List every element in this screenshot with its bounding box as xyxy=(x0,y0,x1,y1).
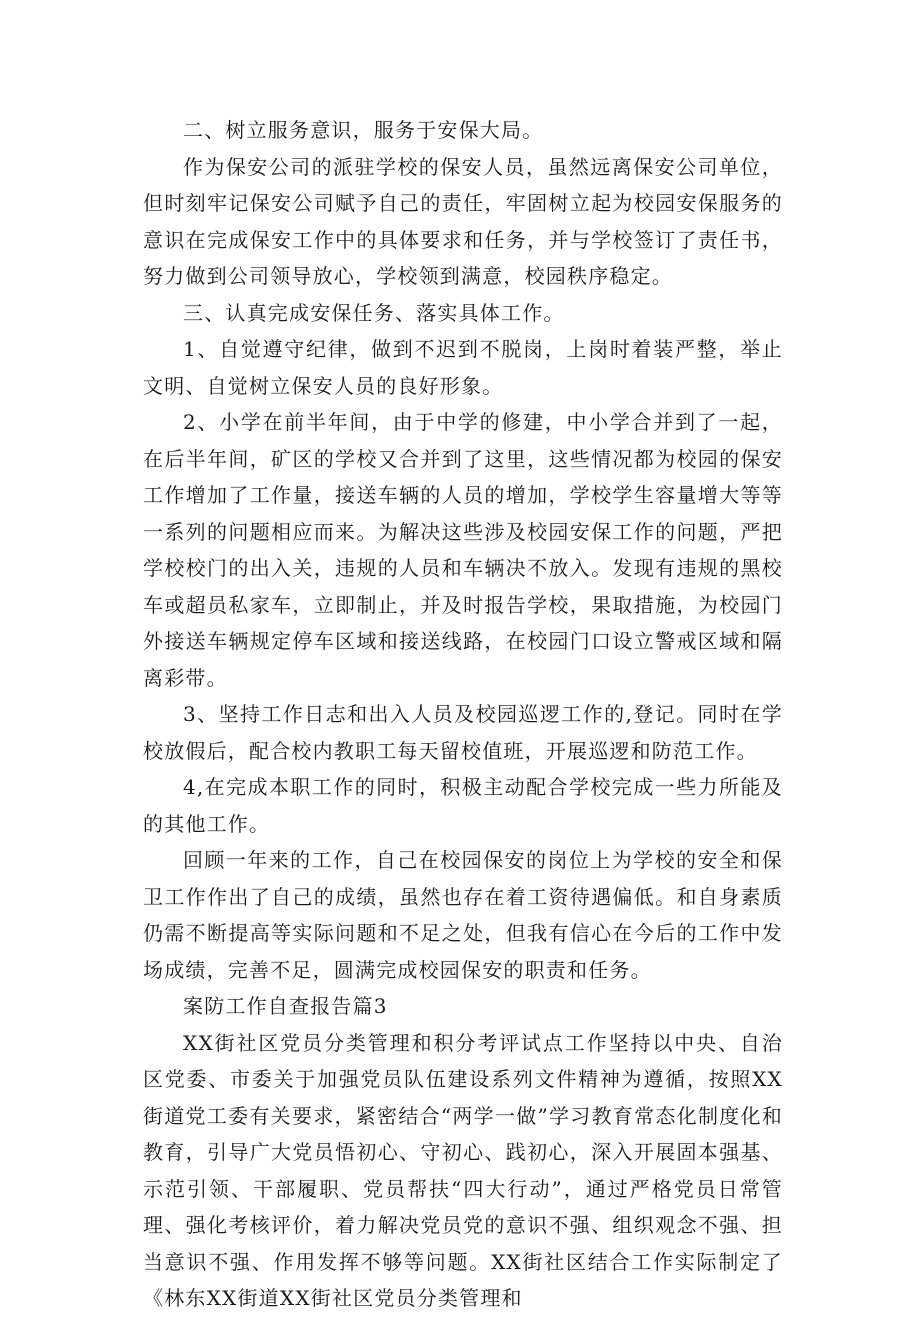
list-item-2: 2、小学在前半年间，由于中学的修建，中小学合并到了一起，在后半年间，矿区的学校又合并到了这里，这些情况都为校园的保安工作增加了工作量，接送车辆的人员的增加，学校学生容量增大等等一系列的问题相应而来。为解决这些涉及校园安保工作的问题，严把学校校门的出入关，违规的人员和车辆决不放入。发现有违规的黑校车或超员私家车，立即制止，并及时报告学校，果取措施，为校园门外接送车辆规定停车区域和接送线路，在校园门口设立警戒区域和隔离彩带。 xyxy=(143,410,783,690)
paragraph-review: 回顾一年来的工作，自己在校园保安的岗位上为学校的安全和保卫工作作出了自己的成绩，虽然也存在着工资待遇偏低。和自身素质仍需不断提高等实际问题和不足之处，但我有信心在今后的工作中发场成绩，完善不足，圆满完成校园保安的职责和任务。 xyxy=(143,848,783,982)
section-title-3: 案防工作自查报告篇3 xyxy=(183,994,388,1018)
section-heading-2: 二、树立服务意识，服务于安保大局。 xyxy=(183,118,544,142)
list-item-3: 3、坚持工作日志和出入人员及校园巡逻工作的,登记。同时在学校放假后，配合校内教职工每天留校值班，开展巡逻和防范工作。 xyxy=(143,702,783,763)
paragraph-service-awareness: 作为保安公司的派驻学校的保安人员，虽然远离保安公司单位，但时刻牢记保安公司赋予自己的责任，牢固树立起为校园安保服务的意识在完成保安工作中的具体要求和任务，并与学校签订了责任书，努力做到公司领导放心，学校领到满意，校园秩序稳定。 xyxy=(143,154,783,288)
document-body xyxy=(143,112,783,1317)
list-item-1: 1、自觉遵守纪律，做到不迟到不脱岗，上岗时着装严整，举止文明、自觉树立保安人员的良好形象。 xyxy=(143,337,783,398)
list-item-4: 4,在完成本职工作的同时，积极主动配合学校完成一些力所能及的其他工作。 xyxy=(143,775,783,836)
paragraph-community-party: XX街社区党员分类管理和积分考评试点工作坚持以中央、自治区党委、市委关于加强党员队伍建设系列文件精神为遵循，按照XX街道党工委有关要求，紧密结合“两学一做”学习教育常态化制度化和教育，引导广大党员悟初心、守初心、践初心，深入开展固本强基、示范引领、干部履职、党员帮扶“四大行动”，通过严格党员日常管理、强化考核评价，着力解决党员党的意识不强、组织观念不强、担当意识不强、作用发挥不够等问题。XX街社区结合工作实际制定了《林东XX街道XX街社区党员分类管理和 xyxy=(143,1030,783,1310)
section-heading-3: 三、认真完成安保任务、落实具体工作。 xyxy=(183,300,565,325)
